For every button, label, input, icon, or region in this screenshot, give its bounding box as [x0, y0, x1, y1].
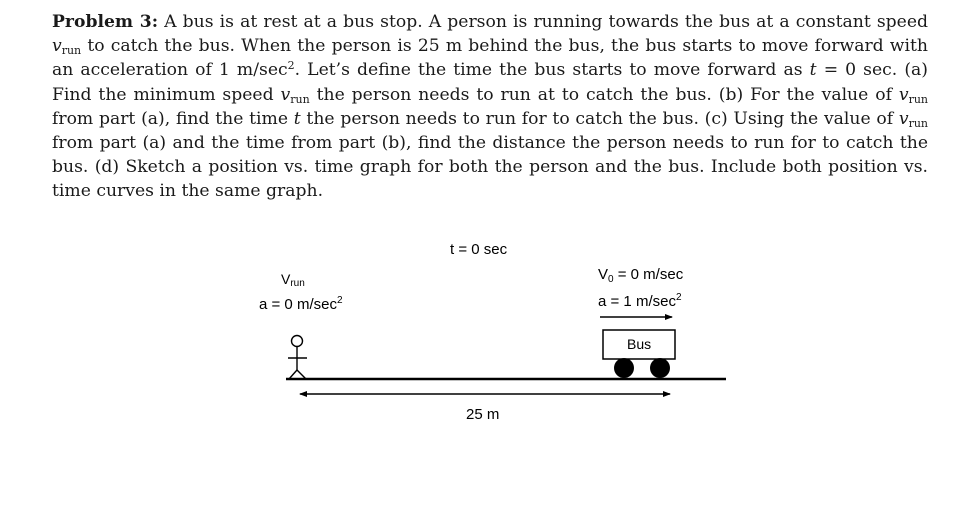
stick-figure-icon [288, 336, 307, 380]
v-symbol: v [898, 108, 909, 129]
run-subscript: run [908, 92, 929, 106]
problem-sentence-2: to catch the bus. When the person is 25 m behind the bus, the bus starts to move forward with an acceleration of 1 m/sec [52, 36, 928, 81]
time-label: t = 0 sec [450, 241, 508, 258]
problem-heading: Problem 3: [52, 12, 159, 32]
problem-sentence-3: . Let’s define the time the bus starts to move forward as [294, 60, 803, 81]
run-subscript: run [61, 44, 82, 58]
run-subscript: run [908, 116, 928, 130]
problem-sentence-5: the person needs to run at to catch the bus. (b) For the value of [316, 84, 892, 105]
bus-wheel-rear [650, 358, 670, 378]
v-symbol: v [280, 84, 291, 105]
problem-sentence-6: from part (a), find the time [52, 108, 288, 129]
person-acceleration-label: a = 0 $m/\sec^2$ [259, 295, 343, 313]
bus-wheel-front [614, 358, 634, 378]
problem-sentence-8: from part (a) and the time from part (b), find the distance the person needs to run for to catch the bus. (d) Sketch a position vs. time graph for both the person and the bus. Include both position vs. time curves in the same graph. [52, 133, 928, 202]
problem-sentence-4: = 0 sec. (a) Find the minimum speed [52, 60, 929, 105]
exponent: 2 [287, 59, 295, 73]
v-symbol: v [52, 36, 62, 57]
bus-velocity-label: $V_0 = 0$ m/sec [598, 266, 684, 285]
person-velocity-label: Vrun [281, 271, 305, 289]
v-symbol: v [898, 84, 909, 105]
run-subscript: run [290, 92, 310, 106]
problem-sentence-1: A bus is at rest at a bus stop. A person is running towards the bus at a constant speed [164, 12, 928, 32]
t-symbol: t [293, 108, 301, 129]
t-symbol: t [809, 60, 817, 81]
problem-sentence-7: the person needs to run for to catch the bus. (c) Using the value of [306, 108, 894, 129]
bus-acceleration-label: a = 1 $m/\sec^2$ [598, 292, 682, 310]
distance-label: 25 m [466, 406, 500, 423]
bus-label: Bus [627, 336, 652, 352]
